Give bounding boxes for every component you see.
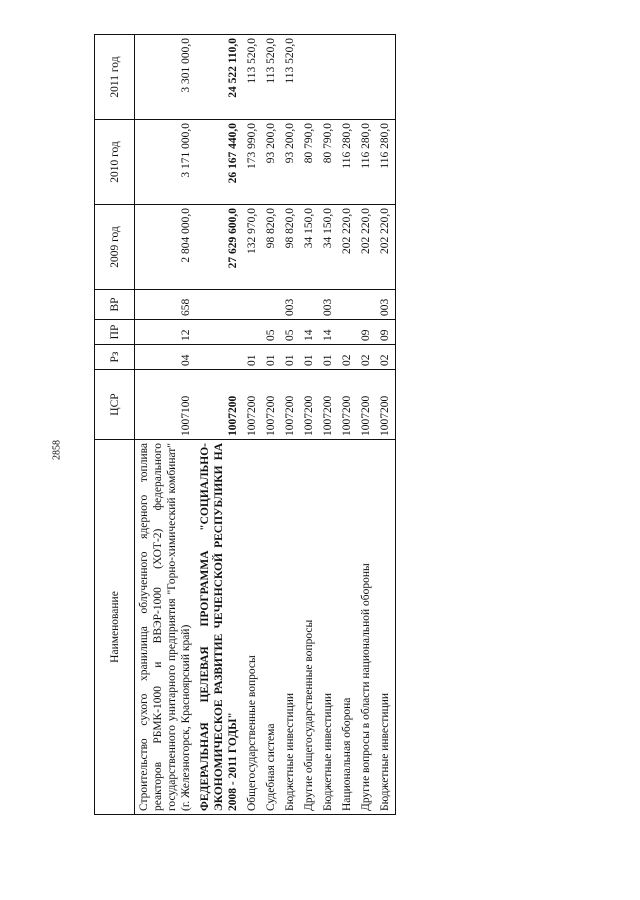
row-rz: 01 xyxy=(300,345,319,370)
row-pr: 12 xyxy=(135,320,197,345)
table-row xyxy=(357,35,376,815)
row-2011: 113 520,0 xyxy=(262,35,281,120)
row-2011: 24 522 110,0 xyxy=(196,35,243,120)
row-vr xyxy=(243,290,262,320)
row-pr: 09 xyxy=(357,320,376,345)
row-2011 xyxy=(338,35,357,120)
row-name: Судебная система xyxy=(262,440,281,815)
row-2011 xyxy=(376,35,396,120)
row-2011 xyxy=(300,35,319,120)
row-2009: 98 820,0 xyxy=(262,205,281,290)
row-pr xyxy=(243,320,262,345)
row-2011 xyxy=(319,35,338,120)
header-2009: 2009 год xyxy=(95,205,135,290)
row-vr xyxy=(262,290,281,320)
row-2010: 116 280,0 xyxy=(357,120,376,205)
header-2011: 2011 год xyxy=(95,35,135,120)
row-pr: 14 xyxy=(319,320,338,345)
row-csr: 1007200 xyxy=(319,370,338,440)
row-rz: 01 xyxy=(319,345,338,370)
row-rz: 01 xyxy=(281,345,300,370)
table-row xyxy=(262,35,281,815)
row-name: Общегосударственные вопросы xyxy=(243,440,262,815)
row-rz: 02 xyxy=(338,345,357,370)
row-csr: 1007200 xyxy=(262,370,281,440)
row-rz: 01 xyxy=(262,345,281,370)
row-2009: 202 220,0 xyxy=(376,205,396,290)
row-csr: 1007200 xyxy=(281,370,300,440)
header-name: Наименование xyxy=(95,440,135,815)
row-rz: 02 xyxy=(357,345,376,370)
row-vr xyxy=(357,290,376,320)
row-pr: 05 xyxy=(262,320,281,345)
row-2011 xyxy=(357,35,376,120)
row-csr: 1007200 xyxy=(376,370,396,440)
table-header-row xyxy=(95,35,135,815)
page-number: 2858 xyxy=(51,440,63,460)
row-2010: 116 280,0 xyxy=(376,120,396,205)
row-name: Бюджетные инвестиции xyxy=(281,440,300,815)
rotated-table-wrapper xyxy=(94,35,550,815)
row-rz: 04 xyxy=(135,345,197,370)
row-pr xyxy=(338,320,357,345)
table-row xyxy=(319,35,338,815)
row-2011: 113 520,0 xyxy=(243,35,262,120)
row-pr: 05 xyxy=(281,320,300,345)
row-rz: 01 xyxy=(243,345,262,370)
row-2009: 98 820,0 xyxy=(281,205,300,290)
budget-table xyxy=(94,34,396,815)
row-2010: 173 990,0 xyxy=(243,120,262,205)
table-row xyxy=(243,35,262,815)
row-name: Бюджетные инвестиции xyxy=(319,440,338,815)
row-csr: 1007200 xyxy=(300,370,319,440)
table-row xyxy=(376,35,396,815)
row-vr xyxy=(338,290,357,320)
table-row xyxy=(196,35,243,815)
row-2010: 116 280,0 xyxy=(338,120,357,205)
row-vr xyxy=(196,290,243,320)
row-2009: 34 150,0 xyxy=(319,205,338,290)
row-vr: 003 xyxy=(281,290,300,320)
row-2010: 93 200,0 xyxy=(262,120,281,205)
row-rz: 02 xyxy=(376,345,396,370)
row-2011: 113 520,0 xyxy=(281,35,300,120)
row-2009: 27 629 600,0 xyxy=(196,205,243,290)
table-row xyxy=(338,35,357,815)
row-vr: 003 xyxy=(376,290,396,320)
row-2010: 80 790,0 xyxy=(300,120,319,205)
row-csr: 1007200 xyxy=(338,370,357,440)
header-2010: 2010 год xyxy=(95,120,135,205)
row-name: Национальная оборона xyxy=(338,440,357,815)
row-2010: 3 171 000,0 xyxy=(135,120,197,205)
row-vr: 003 xyxy=(319,290,338,320)
row-pr: 09 xyxy=(376,320,396,345)
header-rz: Рз xyxy=(95,345,135,370)
row-name: Другие вопросы в области национальной обороны xyxy=(357,440,376,815)
row-vr: 658 xyxy=(135,290,197,320)
row-2011: 3 301 000,0 xyxy=(135,35,197,120)
row-csr: 1007200 xyxy=(357,370,376,440)
header-vr: ВР xyxy=(95,290,135,320)
row-2010: 93 200,0 xyxy=(281,120,300,205)
row-2009: 34 150,0 xyxy=(300,205,319,290)
row-vr xyxy=(300,290,319,320)
row-pr xyxy=(196,320,243,345)
row-pr: 14 xyxy=(300,320,319,345)
row-name: ФЕДЕРАЛЬНАЯ ЦЕЛЕВАЯ ПРОГРАММА "СОЦИАЛЬНО-ЭКОНОМИЧЕСКОЕ РАЗВИТИЕ ЧЕЧЕНСКОЙ РЕСПУБЛИКИ НА 2008 - 2011 ГОДЫ" xyxy=(196,440,243,815)
row-csr: 1007200 xyxy=(243,370,262,440)
row-name: Строительство сухого хранилища облученного ядерного топлива реакторов РБМК-1000 и ВВЭР-1000 (ХОТ-2) федерального государственного унитарного предприятия "Горно-химический комбинат" (г. Железногорск, Красноярский край) xyxy=(135,440,197,815)
row-2010: 26 167 440,0 xyxy=(196,120,243,205)
row-name: Другие общегосударственные вопросы xyxy=(300,440,319,815)
row-2009: 202 220,0 xyxy=(338,205,357,290)
row-csr: 1007100 xyxy=(135,370,197,440)
table-row xyxy=(300,35,319,815)
table-row xyxy=(281,35,300,815)
row-name: Бюджетные инвестиции xyxy=(376,440,396,815)
header-csr: ЦСР xyxy=(95,370,135,440)
row-csr: 1007200 xyxy=(196,370,243,440)
row-rz xyxy=(196,345,243,370)
row-2009: 2 804 000,0 xyxy=(135,205,197,290)
row-2009: 202 220,0 xyxy=(357,205,376,290)
header-pr: ПР xyxy=(95,320,135,345)
table-row xyxy=(135,35,197,815)
row-2010: 80 790,0 xyxy=(319,120,338,205)
row-2009: 132 970,0 xyxy=(243,205,262,290)
